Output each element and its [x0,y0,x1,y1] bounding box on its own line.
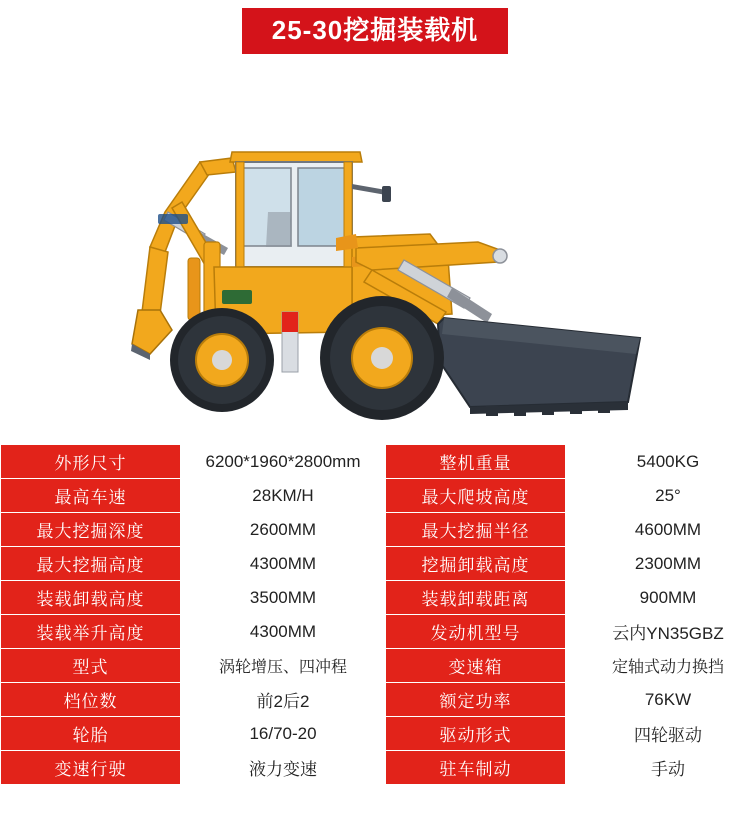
spec-label: 变速行驶 [1,751,181,785]
spec-value: 云内YN35GBZ [566,615,750,649]
spec-table-body [1,445,750,785]
spec-label: 驻车制动 [386,751,566,785]
table-row [1,513,750,547]
table-row [1,717,750,751]
spec-value: 3500MM [181,581,386,615]
spec-label: 轮胎 [1,717,181,751]
spec-label: 额定功率 [386,683,566,717]
front-wheel [320,296,444,420]
spec-value: 25° [566,479,750,513]
spec-value: 2600MM [181,513,386,547]
table-row [1,445,750,479]
spec-value: 定轴式动力换挡 [566,649,750,683]
table-row [1,683,750,717]
spec-value: 4600MM [566,513,750,547]
title-banner [0,0,750,62]
spec-label: 发动机型号 [386,615,566,649]
spec-value: 76KW [566,683,750,717]
spec-label: 最大挖掘高度 [1,547,181,581]
spec-value: 手动 [566,751,750,785]
spec-label: 外形尺寸 [1,445,181,479]
spec-value: 16/70-20 [181,717,386,751]
spec-value: 涡轮增压、四冲程 [181,649,386,683]
spec-label: 型式 [1,649,181,683]
spec-label: 装载卸载高度 [1,581,181,615]
backhoe-loader-illustration [0,62,750,444]
spec-label: 最大挖掘深度 [1,513,181,547]
rear-wheel [170,308,274,412]
spec-value: 900MM [566,581,750,615]
spec-value: 4300MM [181,547,386,581]
table-row [1,751,750,785]
spec-value: 4300MM [181,615,386,649]
spec-value: 液力变速 [181,751,386,785]
product-image [0,62,750,444]
spec-label: 最大挖掘半径 [386,513,566,547]
spec-value: 四轮驱动 [566,717,750,751]
spec-label: 最大爬坡高度 [386,479,566,513]
spec-label: 装载举升高度 [1,615,181,649]
spec-value: 2300MM [566,547,750,581]
spec-value: 28KM/H [181,479,386,513]
brand-decal [158,214,188,224]
spec-label: 档位数 [1,683,181,717]
spec-value: 前2后2 [181,683,386,717]
spec-value: 5400KG [566,445,750,479]
spec-label: 挖掘卸载高度 [386,547,566,581]
spec-label: 整机重量 [386,445,566,479]
spec-label: 变速箱 [386,649,566,683]
table-row [1,615,750,649]
spec-label: 驱动形式 [386,717,566,751]
specifications-table [0,444,750,785]
spec-value: 6200*1960*2800mm [181,445,386,479]
spec-label: 最高车速 [1,479,181,513]
spec-label: 装载卸载距离 [386,581,566,615]
table-row [1,479,750,513]
table-row [1,649,750,683]
table-row [1,547,750,581]
table-row [1,581,750,615]
page-title: 25-30挖掘装载机 [242,8,509,54]
